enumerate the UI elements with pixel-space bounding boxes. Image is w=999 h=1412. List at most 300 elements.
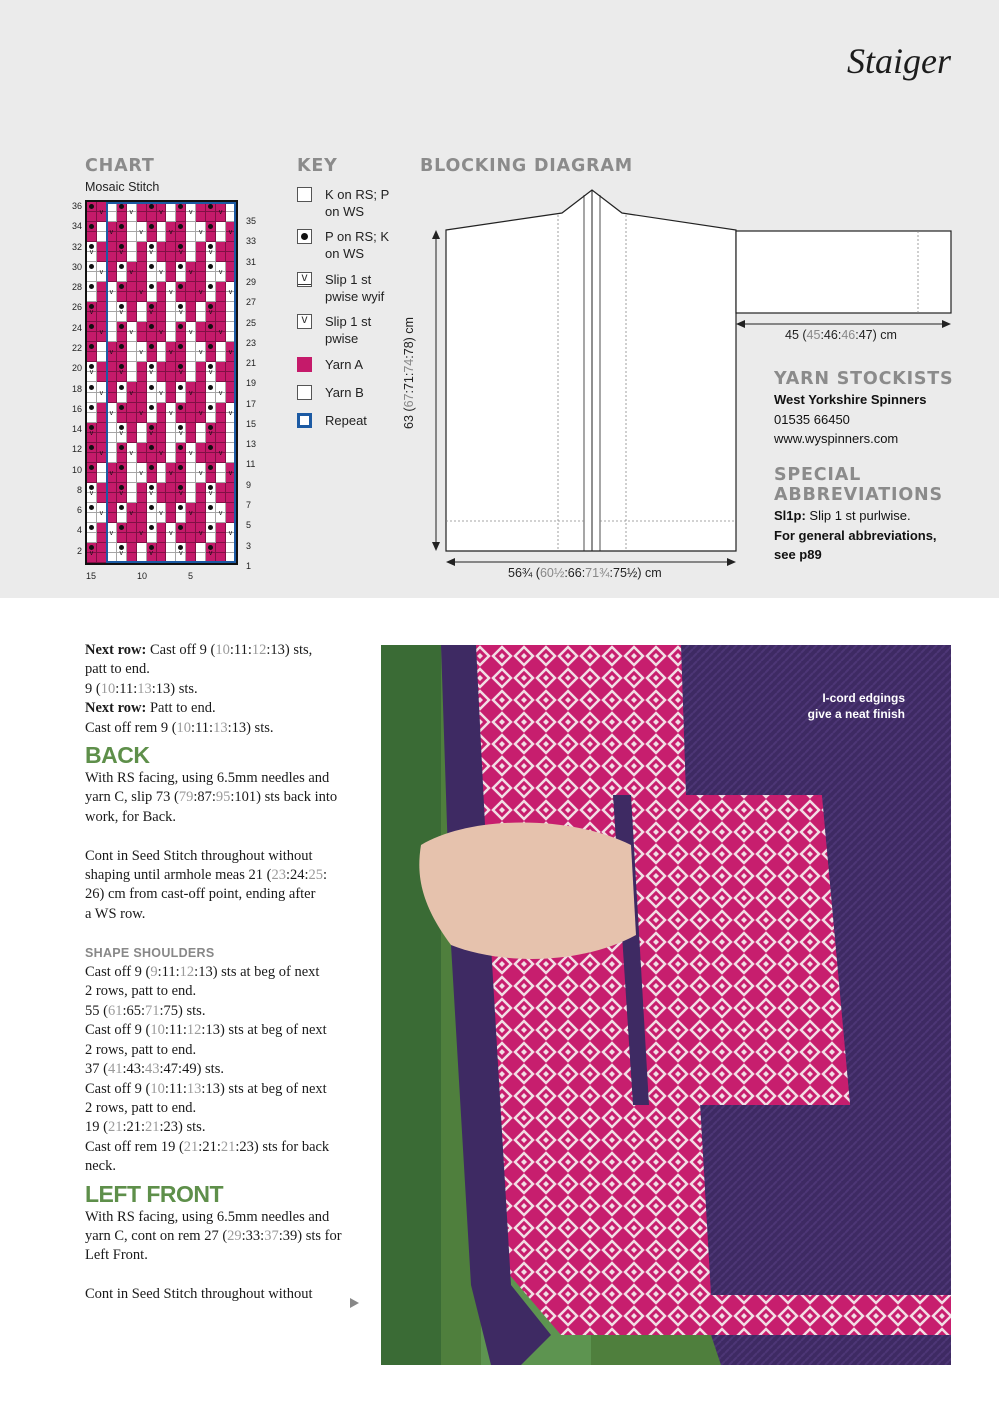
chart-cell [147,382,157,392]
chart-cell [127,242,137,252]
chart-cell [107,322,117,332]
chart-cell [157,372,167,382]
chart-cell [186,483,196,493]
chart-cell [206,332,216,342]
chart-cell [206,513,216,523]
chart-cell [87,372,97,382]
chart-cell [137,453,147,463]
chart-cell [166,312,176,322]
chart-cell [166,483,176,493]
chart-cell [206,463,216,473]
chart-cell [137,433,147,443]
chart-cell [87,232,97,242]
chart-cell [226,503,236,513]
chart-cell [97,393,107,403]
chart-cell [226,443,236,453]
empty-square-icon [297,187,312,202]
chart-cell [196,262,206,272]
chart-cell [87,322,97,332]
chart-cell [186,533,196,543]
chart-cell [216,393,226,403]
chart-cell [107,382,117,392]
chart-cell [157,453,167,463]
chart-cell [186,212,196,222]
chart-cell [107,513,117,523]
chart-cell [127,272,137,282]
chart-cell [147,232,157,242]
chart-cell [166,362,176,372]
chart-cell [186,433,196,443]
chart-cell [196,352,206,362]
chart-cell [176,463,186,473]
chart-cell [166,503,176,513]
chart-cell [117,523,127,533]
chart-cell [137,262,147,272]
chart-cell [87,473,97,483]
dot-square-icon [297,229,312,244]
chart-cell [157,362,167,372]
row-number: 5 [246,520,252,531]
chart-cell [157,423,167,433]
chart-cell [206,403,216,413]
row-number: 15 [246,418,257,429]
chart-cell [186,372,196,382]
chart-cell [196,322,206,332]
chart-cell [107,372,117,382]
chart-cell [137,292,147,302]
width-dimension: 56¾ (60½:66:71¾:75½) cm [508,566,662,580]
chart-cell [206,212,216,222]
chart-cell [176,252,186,262]
chart-cell [206,252,216,262]
chart-cell [97,252,107,262]
key-label: Repeat [325,413,367,428]
chart-cell [206,352,216,362]
chart-cell [176,342,186,352]
chart-cell [206,503,216,513]
chart-cell [166,413,176,423]
chart-cell [137,493,147,503]
chart-cell [216,433,226,443]
chart-cell [206,262,216,272]
chart-cell [186,473,196,483]
chart-cell [157,433,167,443]
chart-cell [157,493,167,503]
row-number: 11 [246,459,256,470]
chart-cell [196,543,206,553]
chart-cell [176,433,186,443]
row-number: 30 [71,261,82,272]
chart-cell [186,292,196,302]
chart-cell [107,232,117,242]
chart-cell [157,483,167,493]
chart-cell [127,222,137,232]
chart-cell [186,272,196,282]
chart-cell [127,252,137,262]
chart-cell [127,523,137,533]
chart-cell [107,262,117,272]
chart-cell [157,242,167,252]
chart-cell [157,523,167,533]
chart-cell [87,503,97,513]
chart-cell [226,212,236,222]
chart-cell [196,393,206,403]
chart-cell [226,362,236,372]
chart-cell [107,272,117,282]
chart-cell [127,483,137,493]
chart-cell [157,312,167,322]
chart-cell [97,513,107,523]
chart-cell [87,513,97,523]
row-number: 36 [71,201,82,211]
chart-cell [196,533,206,543]
chart-cell [147,312,157,322]
chart-cell [87,553,97,563]
chart-cell [157,473,167,483]
chart-cell [147,513,157,523]
yarn-stockists-heading: YARN STOCKISTS [774,369,954,389]
chart-cell [107,553,117,563]
chart-cell [87,533,97,543]
chart-cell [97,473,107,483]
chart-cell [176,322,186,332]
chart-cell [147,463,157,473]
chart-cell [226,543,236,553]
chart-cell [186,282,196,292]
chart-cell [166,393,176,403]
chart-cell [196,362,206,372]
key-item-yarn-a [297,356,405,373]
chart-cell [226,322,236,332]
chart-cell [87,433,97,443]
chart-cell [107,312,117,322]
chart-cell [157,533,167,543]
chart-cell [137,483,147,493]
chart-cell [166,212,176,222]
chart-cell [137,212,147,222]
chart-cell [107,252,117,262]
chart-cell [196,483,206,493]
chart-cell [97,282,107,292]
row-number: 10 [71,464,82,475]
chart-cell [206,443,216,453]
chart-cell [157,543,167,553]
yarn-b-swatch [297,385,312,400]
chart-cell [166,473,176,483]
chart-cell [87,332,97,342]
chart-cell [107,433,117,443]
chart-cell [186,393,196,403]
chart-cell [147,252,157,262]
chart-cell [137,413,147,423]
chart-cell [117,533,127,543]
chart-cell [176,393,186,403]
chart-cell [196,372,206,382]
chart-cell [97,493,107,503]
chart-cell [107,362,117,372]
chart-cell [176,282,186,292]
chart-cell [186,423,196,433]
chart-cell [117,473,127,483]
special-abbreviations-heading: SPECIAL ABBREVIATIONS [774,465,943,505]
chart-cell [157,553,167,563]
chart-cell [87,282,97,292]
chart-cell [147,262,157,272]
chart-cell [186,242,196,252]
chart-cell [147,372,157,382]
chart-heading: CHART [85,156,155,176]
key-item-repeat [297,412,405,429]
chart-cell [87,523,97,533]
chart-cell [226,423,236,433]
chart-cell [176,503,186,513]
chart-cell [226,232,236,242]
chart-cell [117,272,127,282]
chart-cell [226,382,236,392]
chart-cell [186,352,196,362]
chart-cell [186,222,196,232]
chart-cell [107,423,117,433]
chart-cell [157,513,167,523]
chart-cell [196,413,206,423]
chart-cell [176,403,186,413]
chart-cell [176,493,186,503]
chart-cell [166,433,176,443]
chart-cell [107,453,117,463]
chart-cell [97,463,107,473]
chart-cell [186,523,196,533]
chart-cell [157,403,167,413]
chart-cell [196,332,206,342]
chart-cell [117,372,127,382]
chart-cell [117,212,127,222]
chart-cell [216,533,226,543]
chart-cell [216,543,226,553]
chart-cell [127,372,137,382]
chart-cell [206,553,216,563]
chart-cell [87,252,97,262]
row-number: 26 [71,302,82,313]
chart-cell [127,553,137,563]
chart-cell [216,252,226,262]
chart-cell [127,232,137,242]
key-label: Slip 1 st pwise wyif [325,272,385,304]
chart-cell [226,372,236,382]
chart-cell [147,393,157,403]
chart-cell [196,513,206,523]
chart-cell [87,202,97,212]
chart-cell [117,342,127,352]
chart-cell [117,553,127,563]
chart-cell [127,362,137,372]
chart-cell [107,543,117,553]
chart-cell [176,413,186,423]
chart-cell [147,332,157,342]
chart-cell [157,252,167,262]
chart-cell [127,212,137,222]
chart-cell [176,262,186,272]
row-number: 2 [76,545,82,556]
key-item-slip-wyif [297,271,405,305]
chart-cell [166,232,176,242]
key-item-p-on-rs [297,228,405,262]
row-number: 12 [71,444,82,455]
chart-cell [137,302,147,312]
key-label: Yarn B [325,385,364,400]
chart-cell [97,302,107,312]
chart-cell [107,212,117,222]
chart-cell [176,232,186,242]
chart-cell [176,222,186,232]
chart-cell [226,312,236,322]
chart-cell [117,413,127,423]
chart-cell [157,393,167,403]
chart-cell [137,272,147,282]
chart-cell [157,342,167,352]
chart-cell [127,393,137,403]
chart-cell [117,382,127,392]
chart-cell [166,443,176,453]
pattern-instructions: Next row: Cast off 9 (10:11:12:13) sts, patt to end. 9 (10:11:13:13) sts. Next row: Patt to end. Cast off rem 9 (10:11:13:13) sts. BACK With RS facing, using 6.5mm needles and yarn C, slip 73 (79:87:95:101) sts back into work, for Back. Cont in Seed Stitch throughout without shaping until armhole meas 21 (23:24:25: 26) cm from cast-off point, ending after a WS row. SHAPE SHOULDERS Cast off 9 (9:11:12:13) sts at beg of next 2 rows, patt to end. 55 (61:65:71:75) sts. Cast off 9 (10:11:12:13) sts at beg of next 2 rows, patt to end. 37 (41:43:43:47:49) sts. Cast off 9 (10:11:13:13) sts at beg of next 2 rows, patt to end. 19 (21:21:21:23) sts. Cast off rem 19 (21:21:21:23) sts for back neck. LEFT FRONT With RS facing, using 6.5mm needles and yarn C, cont on rem 27 (29:33:37:39) sts for Left Front. Cont in Seed Stitch throughout without [85,641,370,1305]
chart-cell [206,222,216,232]
row-number: 4 [76,525,82,536]
chart-cell [186,553,196,563]
chart-cell [216,513,226,523]
chart-cell [226,433,236,443]
chart-cell [137,513,147,523]
chart-cell [137,372,147,382]
height-dimension: 63 (67:71:74:78) cm [401,317,416,429]
chart-cell [176,272,186,282]
chart-cell [166,543,176,553]
chart-cell [176,292,186,302]
chart-cell [147,473,157,483]
row-number: 19 [246,378,257,389]
chart-cell [87,262,97,272]
chart-cell [137,503,147,513]
chart-cell [196,292,206,302]
chart-cell [196,202,206,212]
chart-cell [117,222,127,232]
chart-cell [107,473,117,483]
chart-cell [97,212,107,222]
chart-cell [97,483,107,493]
chart-cell [127,543,137,553]
chart-cell [107,292,117,302]
chart-cell [117,493,127,503]
chart-cell [166,252,176,262]
chart-cell [176,352,186,362]
chart-cell [226,242,236,252]
chart-cell [206,322,216,332]
chart-cell [226,393,236,403]
chart-cell [226,262,236,272]
chart-cell [226,413,236,423]
chart-cell [87,272,97,282]
key-label: P on RS; K on WS [325,229,390,261]
slip-icon [297,314,312,329]
chart-cell [216,362,226,372]
chart-cell [117,292,127,302]
chart-cell [157,282,167,292]
chart-cell [127,332,137,342]
chart-cell [186,362,196,372]
chart-cell [226,473,236,483]
repeat-box-icon [297,413,312,428]
chart-cell [186,463,196,473]
chart-cell [216,453,226,463]
row-number: 33 [246,236,257,247]
chart-cell [206,272,216,282]
chart-cell [226,252,236,262]
chart-cell [137,242,147,252]
chart-cell [137,202,147,212]
chart-cell [176,473,186,483]
chart-cell [176,443,186,453]
chart-cell [97,523,107,533]
chart-cell [97,222,107,232]
chart-cell [216,332,226,342]
chart-cell [176,533,186,543]
chart-cell [166,553,176,563]
chart-cell [137,382,147,392]
chart-cell [216,212,226,222]
chart-cell [157,232,167,242]
chart-cell [87,463,97,473]
chart-cell [186,332,196,342]
chart-cell [97,453,107,463]
chart-cell [166,292,176,302]
chart-cell [97,543,107,553]
chart-cell [137,533,147,543]
row-number: 24 [71,322,82,333]
chart-cell [186,312,196,322]
col-number: 5 [188,571,194,581]
chart-cell [137,423,147,433]
row-number: 20 [71,363,82,374]
chart-cell [107,493,117,503]
chart-cell [206,393,216,403]
chart-cell [97,553,107,563]
chart-cell [117,332,127,342]
chart-cell [226,483,236,493]
chart-cell [196,453,206,463]
chart-cell [166,533,176,543]
chart-cell [226,513,236,523]
chart-cell [147,403,157,413]
chart-cell [127,513,137,523]
chart-cell [97,292,107,302]
chart-cell [166,352,176,362]
chart-cell [186,232,196,242]
chart-cell [147,342,157,352]
row-number: 31 [246,256,257,267]
chart-cell [176,202,186,212]
chart-cell [226,553,236,563]
chart-cell [226,533,236,543]
continue-arrow-icon [350,1298,359,1308]
photo-caption: I-cord edgings give a neat finish [807,691,905,721]
chart-cell [206,433,216,443]
page-title: Staiger [847,41,951,81]
chart-cell [137,543,147,553]
chart-cell [186,543,196,553]
key-item-slip [297,313,405,347]
chart-cell [87,493,97,503]
photo-illustration [381,645,951,1365]
chart-cell [216,423,226,433]
chart-cell [186,413,196,423]
